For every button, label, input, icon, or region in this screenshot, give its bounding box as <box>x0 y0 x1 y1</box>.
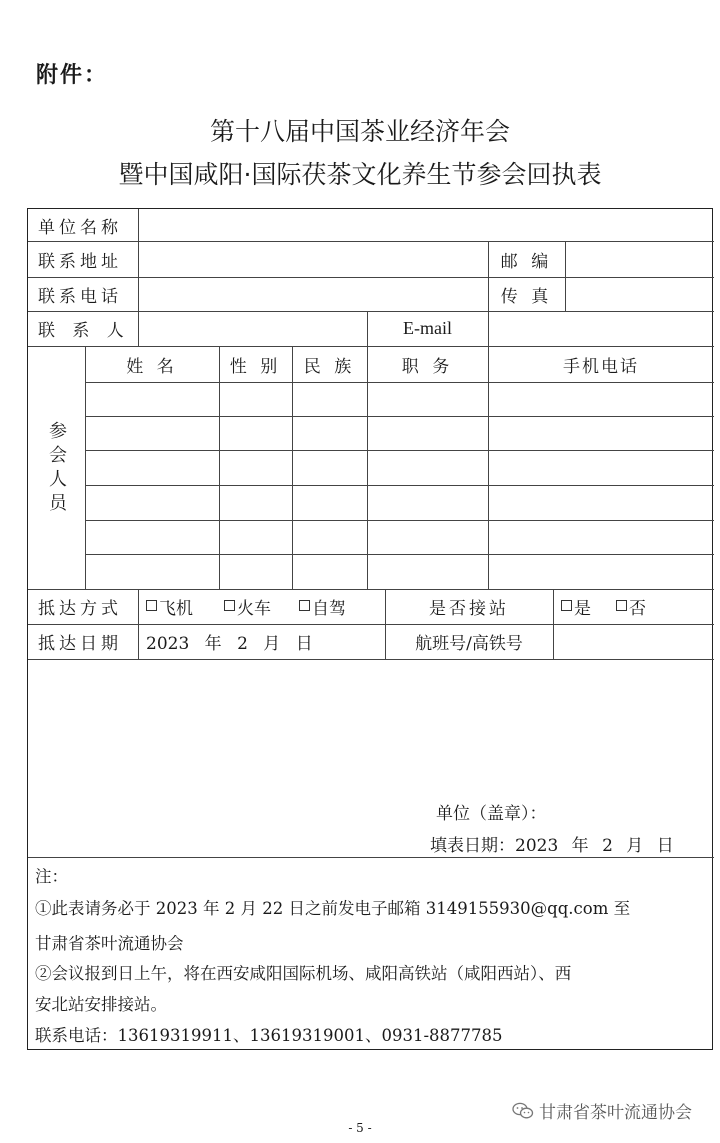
checkbox-icon <box>299 600 310 611</box>
seal-area[interactable] <box>28 660 714 800</box>
address-label: 联系地址 <box>38 251 122 272</box>
fax-field[interactable] <box>566 277 714 311</box>
unit-name-label: 单位名称 <box>38 217 122 238</box>
seal-label: 单位（盖章）： <box>436 803 547 824</box>
pickup-label: 是否接站 <box>429 599 509 619</box>
wechat-icon <box>512 1102 534 1120</box>
address-field[interactable] <box>139 241 488 277</box>
attendee-row[interactable] <box>86 554 714 589</box>
attendee-row[interactable] <box>86 485 714 520</box>
fax-label: 传 真 <box>500 286 553 307</box>
col-mobile-header: 手机电话 <box>563 356 639 377</box>
attendee-row[interactable] <box>86 520 714 554</box>
phone-field[interactable] <box>139 277 488 311</box>
col-ethnicity-header: 民 族 <box>303 356 356 377</box>
option-self-drive[interactable]: 自驾 <box>299 589 346 624</box>
option-no[interactable]: 否 <box>616 589 646 624</box>
contact-person-field[interactable] <box>139 311 367 346</box>
arrival-method-label: 抵达方式 <box>38 599 122 619</box>
col-position-header: 职 务 <box>401 356 454 377</box>
email-label: E-mail <box>403 318 452 338</box>
document-subtitle: 暨中国咸阳·国际茯茶文化养生节参会回执表 <box>118 160 602 189</box>
col-gender-header: 性 别 <box>229 356 282 377</box>
note-line-3: ②会议报到日上午，将在西安咸阳国际机场、咸阳高铁站（咸阳西站）、西 <box>35 964 572 983</box>
checkbox-icon <box>561 600 572 611</box>
checkbox-icon <box>616 600 627 611</box>
flight-train-label: 航班号/高铁号 <box>415 634 523 654</box>
option-train[interactable]: 火车 <box>224 589 271 624</box>
postcode-field[interactable] <box>566 241 714 277</box>
postcode-label: 邮 编 <box>500 251 553 272</box>
fill-date: 填表日期：2023 年 2 月 日 <box>430 835 674 856</box>
email-field[interactable] <box>489 311 714 346</box>
notes-heading: 注： <box>35 867 68 886</box>
attendee-row[interactable] <box>86 450 714 485</box>
arrival-date-label: 抵达日期 <box>38 634 122 654</box>
note-line-1: ①此表请务必于 2023 年 2 月 22 日之前发电子邮箱 3149155930@qq.com 至 <box>35 899 631 918</box>
attendee-row[interactable] <box>86 382 714 416</box>
checkbox-icon <box>224 600 235 611</box>
checkbox-icon <box>146 600 157 611</box>
col-name-header: 姓 名 <box>126 356 178 377</box>
flight-train-field[interactable] <box>554 624 714 659</box>
note-line-2: 甘肃省茶叶流通协会 <box>35 934 184 953</box>
note-line-4: 安北站安排接站。 <box>35 995 167 1014</box>
attendee-row[interactable] <box>86 416 714 450</box>
attendees-label: 参会人员 <box>46 421 67 517</box>
document-title: 第十八届中国茶业经济年会 <box>209 117 510 146</box>
attachment-label: 附件： <box>36 62 109 88</box>
arrival-date-field[interactable]: 2023 年 2 月 日 <box>146 634 313 654</box>
option-plane[interactable]: 飞机 <box>146 589 193 624</box>
page-number: - 5 - <box>348 1121 372 1135</box>
note-contact-phone: 联系电话：13619319911、13619319001、0931-8877785 <box>35 1026 503 1045</box>
phone-label: 联系电话 <box>38 286 122 307</box>
unit-name-field[interactable] <box>139 209 714 241</box>
contact-person-label: 联 系 人 <box>38 321 130 341</box>
watermark: 甘肃省茶叶流通协会 <box>512 1098 692 1123</box>
option-yes[interactable]: 是 <box>561 589 591 624</box>
receipt-form <box>27 208 713 1050</box>
